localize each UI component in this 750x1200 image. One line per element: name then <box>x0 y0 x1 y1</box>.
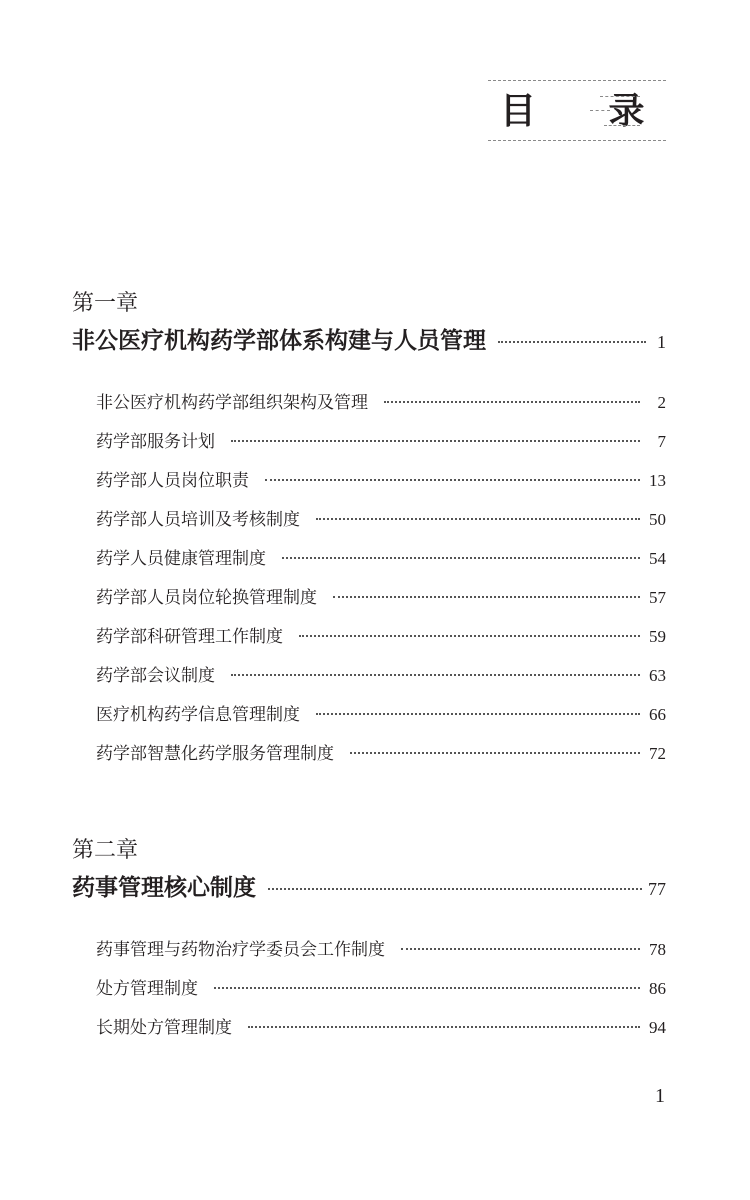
dot-leader <box>268 888 642 890</box>
header-rule-bottom <box>488 140 666 141</box>
toc-entry[interactable] <box>96 539 666 578</box>
toc-entry-page: 54 <box>649 549 666 568</box>
dot-leader <box>214 987 640 989</box>
toc-entry-title: 药学人员健康管理制度 <box>96 549 266 569</box>
chapter-heading-link[interactable] <box>72 868 666 908</box>
toc-entry-title: 药学部会议制度 <box>96 666 215 686</box>
toc-entry[interactable] <box>96 617 666 656</box>
dot-leader <box>231 674 640 676</box>
toc-entry-page: 63 <box>649 666 666 685</box>
toc-entry[interactable] <box>96 969 666 1008</box>
dot-leader <box>265 479 640 481</box>
toc-entry-page: 7 <box>657 432 666 451</box>
header-rule-top <box>488 80 666 81</box>
dot-leader <box>498 341 646 343</box>
toc-entry[interactable] <box>96 500 666 539</box>
chapter-label: 第二章 <box>72 838 139 863</box>
chapter-title: 药事管理核心制度 <box>72 874 256 901</box>
toc-entry[interactable] <box>96 734 666 773</box>
header-dash-decoration <box>604 125 640 126</box>
chapter-page-number: 77 <box>648 879 666 899</box>
toc-entry-page: 2 <box>657 393 666 412</box>
toc-entry[interactable] <box>96 422 666 461</box>
chapter-heading-link[interactable] <box>72 321 666 361</box>
page-number: 1 <box>655 1085 665 1107</box>
toc-entry-page: 13 <box>649 471 666 490</box>
dot-leader <box>248 1026 640 1028</box>
toc-entry-page: 72 <box>649 744 666 763</box>
header-dash-decoration <box>600 96 640 97</box>
toc-entry-title: 药学部服务计划 <box>96 432 215 452</box>
chapter-page-number: 1 <box>657 332 666 352</box>
toc-entry-title: 药事管理与药物治疗学委员会工作制度 <box>96 940 385 960</box>
dot-leader <box>282 557 640 559</box>
dot-leader <box>333 596 640 598</box>
toc-entry-title: 医疗机构药学信息管理制度 <box>96 705 300 725</box>
toc-entry-page: 86 <box>649 979 666 998</box>
toc-entry-page: 59 <box>649 627 666 646</box>
toc-entry-page: 78 <box>649 940 666 959</box>
toc-entry-title: 药学部智慧化药学服务管理制度 <box>96 744 334 764</box>
toc-entry[interactable] <box>96 383 666 422</box>
toc-entry[interactable] <box>96 656 666 695</box>
toc-header <box>488 80 675 144</box>
toc-entry-page: 57 <box>649 588 666 607</box>
toc-entry-page: 94 <box>649 1018 666 1037</box>
toc-entry-title: 药学部人员培训及考核制度 <box>96 510 300 530</box>
toc-entry-title: 药学部人员岗位轮换管理制度 <box>96 588 317 608</box>
dot-leader <box>350 752 640 754</box>
dot-leader <box>231 440 640 442</box>
dot-leader <box>299 635 640 637</box>
toc-entry-title: 长期处方管理制度 <box>96 1018 232 1038</box>
toc-entry[interactable] <box>96 930 666 969</box>
page-title: 目 录 <box>500 90 675 132</box>
toc-entry-title: 药学部科研管理工作制度 <box>96 627 283 647</box>
header-dash-decoration <box>590 110 610 111</box>
toc-entry-page: 50 <box>649 510 666 529</box>
dot-leader <box>401 948 640 950</box>
toc-entry-list <box>72 383 666 773</box>
chapter-label: 第一章 <box>72 291 139 316</box>
chapter-section <box>72 836 666 1047</box>
toc-entry-title: 药学部人员岗位职责 <box>96 471 249 491</box>
toc-entry-list <box>72 930 666 1047</box>
toc-entry[interactable] <box>96 695 666 734</box>
chapter-section <box>72 289 666 773</box>
dot-leader <box>384 401 640 403</box>
dot-leader <box>316 518 640 520</box>
toc-entry[interactable] <box>96 461 666 500</box>
toc-entry-page: 66 <box>649 705 666 724</box>
chapter-title: 非公医疗机构药学部体系构建与人员管理 <box>72 327 486 354</box>
toc-entry-title: 非公医疗机构药学部组织架构及管理 <box>96 393 368 413</box>
toc-entry-title: 处方管理制度 <box>96 979 198 999</box>
toc-entry[interactable] <box>96 1008 666 1047</box>
dot-leader <box>316 713 640 715</box>
toc-entry[interactable] <box>96 578 666 617</box>
